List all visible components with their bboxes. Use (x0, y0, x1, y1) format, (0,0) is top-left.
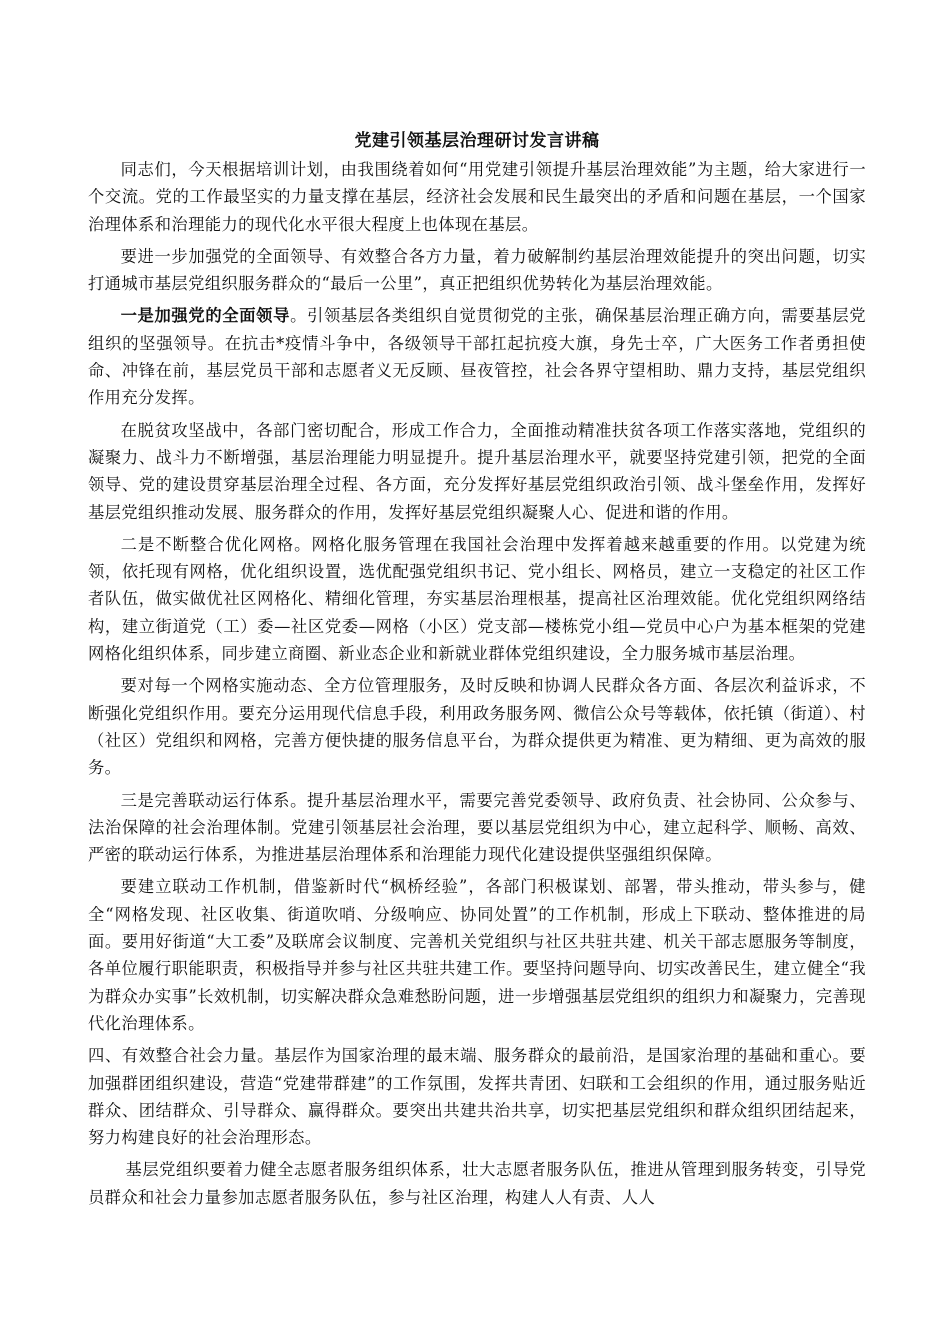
paragraph-point-four: 四、有效整合社会力量。基层作为国家治理的最末端、服务群众的最前沿，是国家治理的基础和重心。要加强群团组织建设，营造“党建带群建”的工作氛围，发挥共青团、妇联和工会组织的作用，通过服务贴近群众、团结群众、引导群众、赢得群众。要突出共建共治共享，切实把基层党组织和群众组织团结起来，努力构建良好的社会治理形态。 (88, 1046, 866, 1148)
paragraph-point-one (88, 302, 866, 411)
document-title: 党建引领基层治理研讨发言讲稿 (354, 131, 600, 151)
paragraph-volunteers: 基层党组织要着力健全志愿者服务组织体系，壮大志愿者服务队伍，推进从管理到服务转变，引导党员群众和社会力量参加志愿者服务队伍，参与社区治理，构建人人有责、人人 (88, 1160, 866, 1207)
document-page (88, 128, 866, 1216)
paragraph-grid-service: 要对每一个网格实施动态、全方位管理服务，及时反映和协调人民群众各方面、各层次利益诉求，不断强化党组织作用。要充分运用现代信息手段，利用政务服务网、微信公众号等载体，依托镇（街道）、村（社区）党组织和网格，完善方便快捷的服务信息平台，为群众提供更为精准、更为精细、更为高效的服务。 (88, 676, 866, 778)
paragraph-poverty: 在脱贫攻坚战中，各部门密切配合，形成工作合力，全面推动精准扶贫各项工作落实落地，党组织的凝聚力、战斗力不断增强，基层治理能力明显提升。提升基层治理水平，就要坚持党建引领，把党的全面领导、党的建设贯穿基层治理全过程、各方面，充分发挥好基层党组织政治引领、战斗堡垒作用，发挥好基层党组织推动发展、服务群众的作用，发挥好基层党组织凝聚人心、促进和谐的作用。 (88, 420, 866, 522)
paragraph-point-three: 三是完善联动运行体系。提升基层治理水平，需要完善党委领导、政府负责、社会协同、公众参与、法治保障的社会治理体制。党建引领基层社会治理，要以基层党组织为中心，建立起科学、顺畅、高效、严密的联动运行体系，为推进基层治理体系和治理能力现代化建设提供坚强组织保障。 (88, 790, 866, 865)
paragraph-purpose: 要进一步加强党的全面领导、有效整合各方力量，着力破解制约基层治理效能提升的突出问题，切实打通城市基层党组织服务群众的“最后一公里”，真正把组织优势转化为基层治理效能。 (88, 246, 866, 294)
paragraph-linkage-mechanism: 要建立联动工作机制，借鉴新时代“枫桥经验”，各部门积极谋划、部署，带头推动，带头参与，健全“网格发现、社区收集、街道吹哨、分级响应、协同处置”的工作机制，形成上下联动、整体推进的局面。要用好街道“大工委”及联席会议制度、完善机关党组织与社区共驻共建、机关干部志愿服务等制度，各单位履行职能职责，积极指导并参与社区共驻共建工作。要坚持问题导向、切实改善民生，建立健全“我为群众办实事”长效机制，切实解决群众急难愁盼问题，进一步增强基层党组织的组织力和凝聚力，完善现代化治理体系。 (88, 877, 866, 1033)
paragraph-point-one-body: 。引领基层各类组织自觉贯彻党的主张，确保基层治理正确方向，需要基层党组织的坚强领导。在抗击*疫情斗争中，各级领导干部扛起抗疫大旗，身先士卒，广大医务工作者勇担使命、冲锋在前，基层党员干部和志愿者义无反顾、昼夜管控，社会各界守望相助、鼎力支持，基层党组织作用充分发挥。 (88, 306, 866, 408)
paragraph-intro: 同志们，今天根据培训计划，由我围绕着如何“用党建引领提升基层治理效能”为主题，给大家进行一个交流。党的工作最坚实的力量支撑在基层，经济社会发展和民生最突出的矛盾和问题在基层，一个国家治理体系和治理能力的现代化水平很大程度上也体现在基层。 (88, 160, 866, 234)
paragraph-point-two: 二是不断整合优化网格。网格化服务管理在我国社会治理中发挥着越来越重要的作用。以党建为统领，依托现有网格，优化组织设置，选优配强党组织书记、党小组长、网格员，建立一支稳定的社区工作者队伍，做实做优社区网格化、精细化管理，夯实基层治理根基，提高社区治理效能。优化党组织网络结构，建立街道党（工）委—社区党委—网格（小区）党支部—楼栋党小组—党员中心户为基本框架的党建网格化组织体系，同步建立商圈、新业态企业和新就业群体党组织建设，全力服务城市基层治理。 (88, 534, 866, 664)
paragraph-point-one-lead: 一是加强党的全面领导 (120, 306, 291, 326)
